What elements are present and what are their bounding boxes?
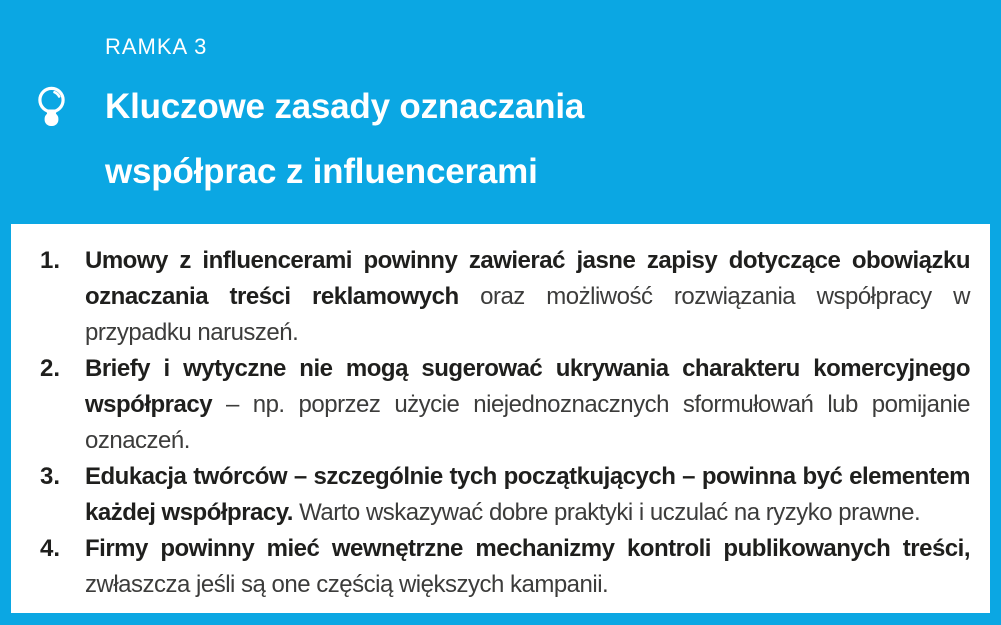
list-item (11, 243, 970, 351)
item-rest: Warto wskazywać dobre praktyki i uczulać na ryzyko prawne. (292, 499, 921, 526)
item-text (85, 351, 970, 459)
list-item (11, 351, 970, 459)
item-number: 3. (40, 463, 61, 490)
item-lead: Edukacja twórców – szczególnie tych początkujących – powinna być elementem każdej współpracy. (85, 463, 970, 526)
key-principles-list (11, 243, 970, 603)
item-text (85, 531, 970, 603)
box-title: Kluczowe zasady oznaczania współprac z influencerami (105, 87, 585, 191)
item-lead: Umowy z influencerami powinny zawierać jasne zapisy dotyczące obowiązku oznaczania treści reklamowych (85, 247, 970, 310)
item-text (85, 243, 970, 351)
item-rest: zwłaszcza jeśli są one częścią większych kampanii. (85, 571, 609, 598)
item-number: 1. (40, 247, 61, 274)
lightbulb-icon (37, 86, 67, 128)
item-rest: oraz możliwość rozwiązania współpracy w przypadku naruszeń. (85, 283, 970, 346)
box-kicker: RAMKA 3 (105, 34, 208, 59)
list-item (11, 459, 970, 531)
item-lead: Firmy powinny mieć wewnętrzne mechanizmy kontroli publikowanych treści, (85, 535, 970, 562)
list-item (11, 531, 970, 603)
item-number: 2. (40, 355, 61, 382)
item-number: 4. (40, 535, 61, 562)
item-text (85, 459, 970, 531)
item-rest: – np. poprzez użycie niejednoznacznych sformułowań lub pomijanie oznaczeń. (85, 391, 970, 454)
item-lead: Briefy i wytyczne nie mogą sugerować ukrywania charakteru komercyjnego współpracy (85, 355, 970, 418)
content-panel (11, 224, 990, 613)
